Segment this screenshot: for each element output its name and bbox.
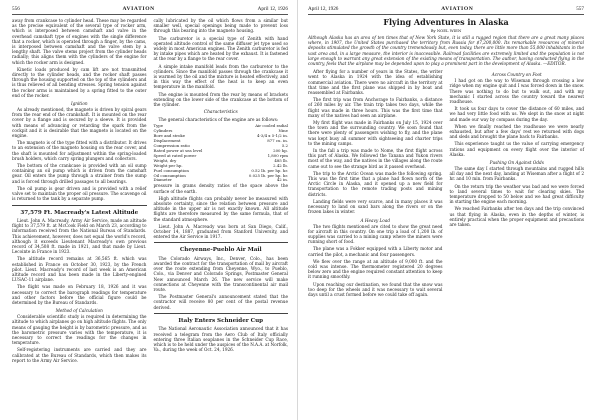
paragraph: The engine is mounted from the rear by means of brackets extending on the lower side of the crankcase at the bottom of the cylinder. bbox=[153, 91, 288, 108]
paragraph: High altitude flights can probably never be measured with absolute certainty, since the relation between pressure and altitude in the upper air is not exactly known. All altitude flights are therefore measured by the same formula, that of the standard atmosphere. bbox=[153, 195, 288, 222]
left-columns bbox=[12, 18, 288, 365]
spec-value: 4-3/4 x 5-1/2 in. bbox=[257, 133, 288, 139]
masthead: AVIATION bbox=[122, 6, 155, 12]
spec-value: 0.52 lb. per hp. hr. bbox=[251, 167, 288, 173]
spec-value: 2.42 lb. bbox=[273, 162, 288, 168]
paragraph: away from crankcase to cylinder head. These may be regarded as the precise equivalent of the several type of rocker arm, which is interposed between camshaft and valve in the overhead camshaft type of engines with the single difference that a rocker, which is operated through a finger, by the cams, is interposed between camshaft and the valve stem by a lengthy shaft. The valve stems project from the cylinder heads radially; this aligns them with the cylinders of the engine for which the rocker arm is designed. bbox=[12, 18, 147, 65]
paragraph: The altitude record remains at 36,565 ft. which was established in France on October 30, 1923, by the French pilot. Lieut. Macready's record of last week is an American altitude record and has been made in the Liberty-engined LUSAC-11 airplane. bbox=[12, 256, 147, 283]
paragraph: When we finally reached the roadhouse we were nearly exhausted, but after a few days' rest we returned with dogs and sleds and brought the plane back to Fairbanks. bbox=[449, 123, 584, 140]
paragraph: The oil pump is gear driven and is provided with a relief valve set to maintain the proper oil pressure. The scavenge oil is returned to the tank by a separate pump. bbox=[12, 185, 147, 202]
paragraph: On the return trip the weather was bad and we were forced to land several times to wait for clearing skies. The temperature dropped to 50 below and we had great difficulty in starting the engine each morning. bbox=[449, 183, 584, 205]
paragraph: This experience taught us the value of carrying emergency rations and equipment on every flight over the interior of Alaska. bbox=[449, 141, 584, 157]
issue-date: April 12, 1926 bbox=[257, 6, 288, 12]
right-page bbox=[298, 0, 596, 420]
right-column-2 bbox=[450, 69, 585, 299]
paragraph: The magneto is of the type fitted with a distributor. It drives to an extension of the magneto housing on the rear cover, and the shaft is mounted for adjustment within the spring-loaded brush holders, which carry spring plungers and collectors. bbox=[12, 140, 147, 161]
section-heading: Method of Calculation bbox=[55, 308, 103, 314]
paragraph: The same day I started through mountains and rugged hills all day and the next day, landing at Wiseman after a flight of 2 hr. and 10 min. from Fairbanks. bbox=[449, 166, 584, 182]
divider bbox=[154, 313, 289, 314]
article-title: Italy Enters Schneider Cup bbox=[178, 317, 264, 324]
spec-label: Oil consumption bbox=[153, 172, 186, 178]
paragraph: As already mentioned, the magneto is driven by spiral gears from the rear end of the crankshaft. It is mounted on the rear cover by a flange and is secured by a sleeve. It is provided with means of advancing or retarding the spark from the cockpit and it is desirable that the magneto is located on the engine. bbox=[12, 107, 147, 139]
spec-value: 1,800 rpm bbox=[267, 152, 288, 158]
paragraph: My first flight was made in Fairbanks on July 15, 1924 over the town and the surrounding country. We soon found that there were plenty of passengers wishing to fly, and the plane was kept busy all summer with sightseeing and charter trips to the mining camps. bbox=[308, 120, 443, 146]
left-column-1 bbox=[12, 18, 147, 365]
spec-value: 5.2 bbox=[281, 143, 288, 149]
spec-label: Compression ratio bbox=[153, 143, 190, 149]
spec-value: 200 hp. bbox=[273, 147, 288, 153]
left-column-2 bbox=[154, 18, 289, 365]
lede-text: Although Alaska has an area of ten times that of New York State, it is still a rugged region that there are a great many places where, in 1907, the United States purchased the territory from Russia for $7,200,000. Its remarkable resources of mineral deposits stimulated the growth of the country tremendously but, even today, there are little more than 55,000 inhabitants in the vast area and, in a large measure, the interior is inaccessible. Railroad facilities are extremely limited and the population is not large enough to warrant any great extension of the existing means of transportation. The author, having conducted flying in the country, feels that the airplane may be depended upon to play a prominent part in the development of Alaska. bbox=[308, 35, 584, 67]
spec-label: Fuel consumption bbox=[153, 167, 189, 173]
paragraph: The bottom of the crankcase is provided with an oil sump containing an oil pump which is driven from the camshaft gear. Oil enters the pump through a strainer from the sump and is forced through drilled passages to all bearings. bbox=[12, 163, 147, 184]
paragraph: We flew over the range at an altitude of 9,000 ft. and the cold was intense. The thermometer registered 20 degrees below zero and the engine required constant attention to keep it running smoothly. bbox=[308, 258, 443, 280]
paragraph: I had got on the way to Wiseman through crossing a low ridge when my engine quit and I was forced down in the snow. There was nothing to do but to walk out, and with my mechanic I started across the country toward the nearest roadhouse. bbox=[449, 78, 584, 105]
spec-table bbox=[154, 124, 289, 183]
spec-label: Cylinders bbox=[153, 128, 173, 134]
paragraph: The carburetor is a special type of Zenith with hand operated altitude control of the same diffuser jet type used so widely in most American engines. The Zenith carburetor is fed by intake pipes which are heated by the exhaust. It is fastened at the rear by a flange to the rear cover. bbox=[153, 35, 288, 62]
page-number: 556 bbox=[12, 6, 20, 12]
paragraph: cally lubricated by the oil which flows from a similar but smaller well, special openings being made to prevent loss through this bearing into the magneto housing. bbox=[153, 18, 288, 34]
spec-label: Weight per hp. bbox=[153, 162, 183, 168]
editor-lede bbox=[308, 35, 584, 66]
lede-credit: —EDITOR. bbox=[543, 61, 566, 67]
spec-value: Air cooled radial bbox=[255, 123, 288, 129]
paragraph: The flight was made on February 18, 1926 and it was necessary to correct the barograph readings for temperature and other factors before the official figure could be determined by the Bureau of Standards. bbox=[12, 284, 147, 306]
spec-label: Bore and stroke bbox=[153, 133, 186, 139]
spec-value: 42 in. bbox=[276, 177, 288, 183]
paragraph: The National Aeronautic Association announced that it has received a telegram from the Aero Club of Italy officially entering three Italian seaplanes in the Schneider Cup Race, which is to be held under the auspices of the N.A.A. at Norfolk, Va., during the week of Oct. 24, 1926. bbox=[153, 326, 288, 353]
paragraph: The plane was a Fokker equipped with a Liberty motor and carried the pilot, a mechanic and four passengers. bbox=[308, 246, 443, 257]
issue-date: April 12, 1926 bbox=[308, 6, 339, 12]
spec-label: Type bbox=[153, 123, 164, 129]
paragraph: It took us four days to cover the distance of 60 miles, and we had very little food with us. We slept in the snow at night and made our way by compass during the day. bbox=[449, 106, 584, 122]
paragraph: Self-registering instruments are carried and they are calibrated at the Bureau of Standards, which then makes its report to the Army Air Service. bbox=[12, 347, 147, 363]
byline: By NOEL WIEN bbox=[430, 28, 462, 33]
paragraph: The trip to the Arctic Ocean was made the following spring. This was the first time that a plane had flown north of the Arctic Circle in Alaska, and it opened up a new field for transportation to the remote trading posts and mining districts. bbox=[308, 170, 443, 197]
paragraph: Upon reaching our destination, we found that the snow was too deep for the wheels and it was necessary to wait several days until a crust formed before we could take off again. bbox=[308, 281, 443, 297]
paragraph: After flying for a number of years in the States, the writer went to Alaska in 1924 with the idea of establishing commercial aviation. There were no aircraft in the territory at that time and the first plane was shipped in by boat and reassembled at Fairbanks. bbox=[308, 69, 443, 96]
spec-label: Diameter bbox=[153, 177, 172, 183]
paragraph: Lieut. John A. Macready was born at San Diego, Calif., October 14, 1887, graduated from Stanford University, and entered the Air Service in 1917. bbox=[153, 223, 288, 240]
spec-value: 485 lb. bbox=[274, 157, 288, 163]
paragraph: Kinetic loads produced by cam lift are not transmitted directly to the cylinder heads, and the rocker shaft passes through the housing supported on the top of the cylinders and is thus relieved of all bending stresses. Spring tension against the rocker arms is maintained by a spring fitted to the outer end of the rocker. bbox=[12, 66, 147, 98]
section-heading: Characteristics bbox=[203, 110, 238, 116]
paragraph: The general characteristics of the engine are as follows: bbox=[158, 117, 279, 123]
paragraph: Landing fields were very scarce, and in many places it was necessary to land on sand bars along the rivers or on the frozen lakes in winter. bbox=[308, 198, 443, 215]
paragraph: Considerable scientific study is required in determining the altitude to which airplanes go on high altitude flights. The only means of gauging the height is by barometric pressure, and as the barometric pressure varies with the temperature, it is necessary to correct the readings for the changes in temperature. bbox=[12, 314, 147, 346]
divider bbox=[154, 242, 289, 243]
spec-label: Weight, dry bbox=[153, 157, 177, 163]
spec-value: 877 cu. in. bbox=[267, 138, 288, 144]
section-heading: Across Country on Foot bbox=[491, 72, 542, 78]
spec-value: Nine bbox=[278, 128, 288, 134]
paragraph: We reached Fairbanks after ten days and the trip convinced us that flying in Alaska, even in the depths of winter, is entirely practical when the proper equipment and precautions are taken. bbox=[449, 206, 584, 228]
divider bbox=[12, 205, 147, 206]
masthead: AVIATION bbox=[441, 6, 474, 12]
paragraph: In the fall a trip was made to Nome, the first flight across this part of Alaska. We followed the Tanana and Yukon rivers most of the way, and the natives in the villages along the route came out to see the strange bird as it passed overhead. bbox=[308, 148, 443, 169]
spec-value: 0.025 lb. per hp. hr. bbox=[248, 172, 288, 178]
paragraph: pressure in grams density ratios of the space above the surface of the earth. bbox=[153, 183, 288, 194]
section-heading: Pushing On Against Odds bbox=[489, 160, 544, 166]
article-title: Cheyenne-Pueblo Air Mail bbox=[179, 247, 262, 254]
right-page-header bbox=[308, 6, 584, 15]
right-columns bbox=[308, 69, 584, 299]
section-heading: A Heavy Load bbox=[360, 217, 391, 223]
spec-label: Speed at rated power bbox=[153, 152, 197, 158]
spec-label: Displacement bbox=[153, 138, 181, 144]
spec-label: Rated power at sea level bbox=[153, 147, 203, 153]
paragraph: The two flights mentioned are cited to show the great need for aircraft in this country. On one trip a load of 1,200 lb. of supplies was carried to a mining camp where the miners were running short of food. bbox=[308, 223, 443, 245]
page-number: 557 bbox=[576, 6, 584, 12]
article-title: 37,579 Ft. Macready's Latest Altitude bbox=[20, 209, 139, 216]
left-page-header bbox=[12, 6, 288, 15]
article-title: Flying Adventures in Alaska bbox=[383, 17, 509, 27]
paragraph: The Colorado Airways, Inc., Denver, Colo., has been awarded the contract for the transportation of mail by aircraft over the route extending from Cheyenne, Wyo., to Pueblo, Colo., via Denver and Colorado Springs, Postmaster General New announced March 26. The new service will make connections at Cheyenne with the transcontinental air mail route. bbox=[153, 255, 288, 293]
paragraph: Lieut. John A. Macready, Army Air Service, made an altitude flight to 37,579 ft. at McCook Field on March 23, according to information received from the National Bureau of Standards. This achievement, however, does not equal the world's record, although it exceeds Lieutenant Macready's own previous record of 34,508 ft. made in 1921, and that made by Lieut. Lecointe in France in 1923. bbox=[12, 218, 147, 255]
right-column-1 bbox=[308, 69, 443, 299]
paragraph: The Postmaster General's announcement stated that the contractor will receive 80 per cent of the postal revenue derived. bbox=[153, 294, 288, 310]
paragraph: The first trip was from Anchorage to Fairbanks, a distance of 260 miles by air. The train trip takes two days, while the flight was made in three hours. This was the first time that many of the natives had seen an airplane. bbox=[308, 97, 443, 118]
paragraph: A simple intake manifold leads from the carburetor to the cylinders. Since the manifold passes through the crankcase it is warmed by the oil and the mixture is heated effectively, and in this way the effect of the heat is to keep an even temperature in the manifold. bbox=[153, 63, 288, 90]
section-heading: Ignition bbox=[70, 101, 88, 107]
